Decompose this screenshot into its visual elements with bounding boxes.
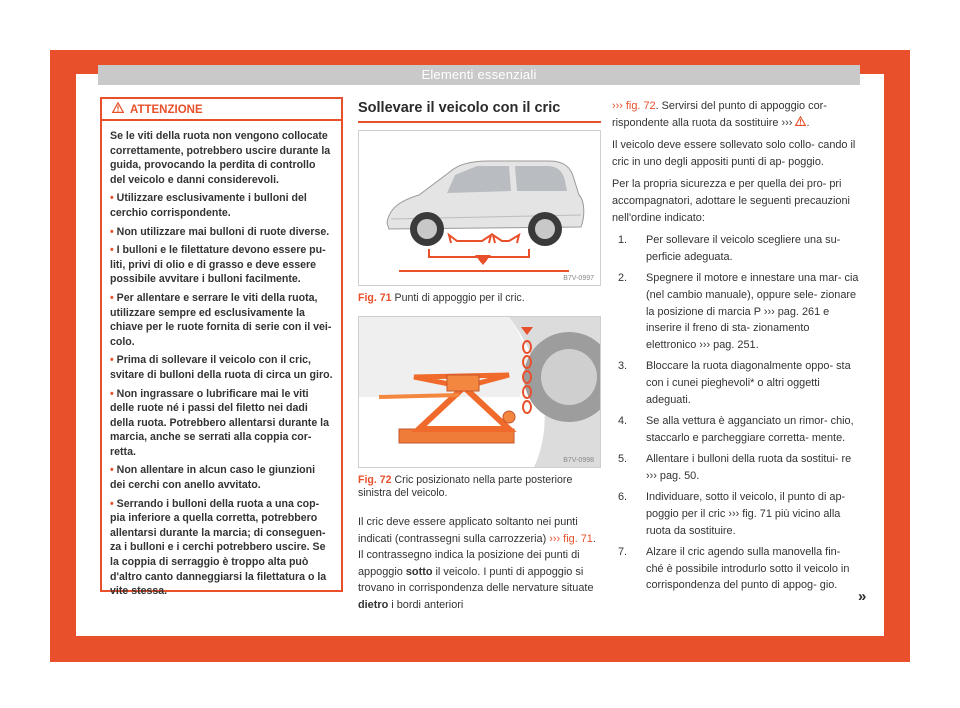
warning-bullet: • Non allentare in alcun caso le giunzioni dei cerchi con anello avvitato. [110,464,316,492]
list-item: 1. Per sollevare il veicolo scegliere una su- perficie adeguata. [618,234,841,263]
list-item: 2. Spegnere il motore e innestare una mar- cia (nel cambio manuale), oppure sele- zionare la posizione di marcia P ››› pag. 261 e inserire il freno di sta- zionamento elettronico ››› pag. 251. [618,272,859,351]
list-item: 6. Individuare, sotto il veicolo, il punto di ap- poggio per il cric ››› fig. 71 più vicino alla ruota da sostituire. [618,491,846,537]
continue-marker: » [858,588,867,605]
warning-bullet: • Non utilizzare mai bulloni di ruote diverse. [110,225,330,238]
page-header: Elementi essenziali [98,65,860,85]
warning-bullet: • Prima di sollevare il veicolo con il cric, svitare di bulloni della ruota di circa un giro. [110,354,333,381]
warning-intro: Se le viti della ruota non vengono collocate correttamente, potrebbero uscire durante la guida, provocando la perdita di controllo del veicolo e danni considerevoli. [110,130,331,186]
steps-list [612,232,860,594]
warning-bullet: • Serrando i bulloni della ruota a una cop- pia inferiore a quella corretta, potrebbero allentarsi durante la marcia; di conseguen- za i bulloni e i cerchi potrebbero uscire. Se la coppia di serraggio è troppo alta può d'altro canto danneggiarsi la filettatura o la vite stessa. [110,497,327,598]
warning-triangle-icon [112,99,124,119]
figure-code: B7V-0997 [563,275,594,282]
list-item: 5. Allentare i bulloni della ruota da sostitui- re ››› pag. 50. [618,453,852,482]
body-paragraph: Il cric deve essere applicato soltanto nei punti indicati (contrassegni sulla carrozzeria) ››› fig. 71. Il contrassegno indica la posizione dei punti di appoggio sotto il veicolo. I punti di appoggio si trovano in corrispondenza delle nervature situate dietro i bordi anteriori [358,516,596,611]
figure-72-jack-positioned [358,316,601,468]
list-item: 7. Alzare il cric agendo sulla manovella fin- ché è possibile introdurlo sotto il veicolo in corrispondenza del punto di appog- gio. [618,546,850,592]
warning-triangle-icon [795,117,806,129]
figure-72-caption: Fig. 72 Cric posizionato nella parte posteriore sinistra del veicolo. [358,474,573,499]
right-paragraph-1: ››› fig. 72. Servirsi del punto di appoggio cor- rispondente alla ruota da sostituire ››› . [612,100,827,129]
warning-bullet: • Per allentare e serrare le viti della ruota, utilizzare sempre ed esclusivamente la chiave per le ruote fornita di serie con il vei- colo. [110,291,332,348]
right-paragraph-3: Per la propria sicurezza e per quella dei pro- pri accompagnatori, adottare le seguenti precauzioni nell'ordine indicato: [612,178,850,224]
car-side-illustration [359,131,600,285]
page-number: 51 [869,618,882,630]
link-fig-71[interactable]: ››› fig. 71 [549,532,593,545]
warning-box [100,97,343,598]
warning-title: ATTENZIONE [130,104,203,116]
list-item: 3. Bloccare la ruota diagonalmente oppo- sta con i cunei pieghevoli* o altri oggetti adeguati. [618,360,851,406]
figure-71-caption: Fig. 71 Punti di appoggio per il cric. [358,292,525,304]
warning-heading [102,99,341,121]
list-item: 4. Se alla vettura è agganciato un rimor- chio, staccarlo e parcheggiare corretta- mente. [618,415,854,444]
right-paragraph-2: Il veicolo deve essere sollevato solo collo- cando il cric in uno degli appositi punti di ap- poggio. [612,139,856,168]
right-column [612,98,860,599]
figure-71-car-jack-points [358,130,601,286]
warning-bullet: • I bulloni e le filettature devono essere pu- liti, privi di olio e di grasso e deve essere possibile avvitare i bulloni facilmente. [110,244,326,286]
warning-bullet: • Non ingrassare o lubrificare mai le viti delle ruote né i passi del filetto nei dadi della ruota. Potrebbero allentarsi durante la marcia, anche se serrati alla coppia cor- retta. [110,387,329,458]
link-fig-72[interactable]: ››› fig. 72 [612,100,656,112]
jack-illustration [359,317,600,467]
figure-code: B7V-0998 [563,457,594,464]
warning-bullet: • Utilizzare esclusivamente i bulloni del cerchio corrispondente. [110,192,307,219]
section-title: Sollevare il veicolo con il cric [358,100,601,123]
